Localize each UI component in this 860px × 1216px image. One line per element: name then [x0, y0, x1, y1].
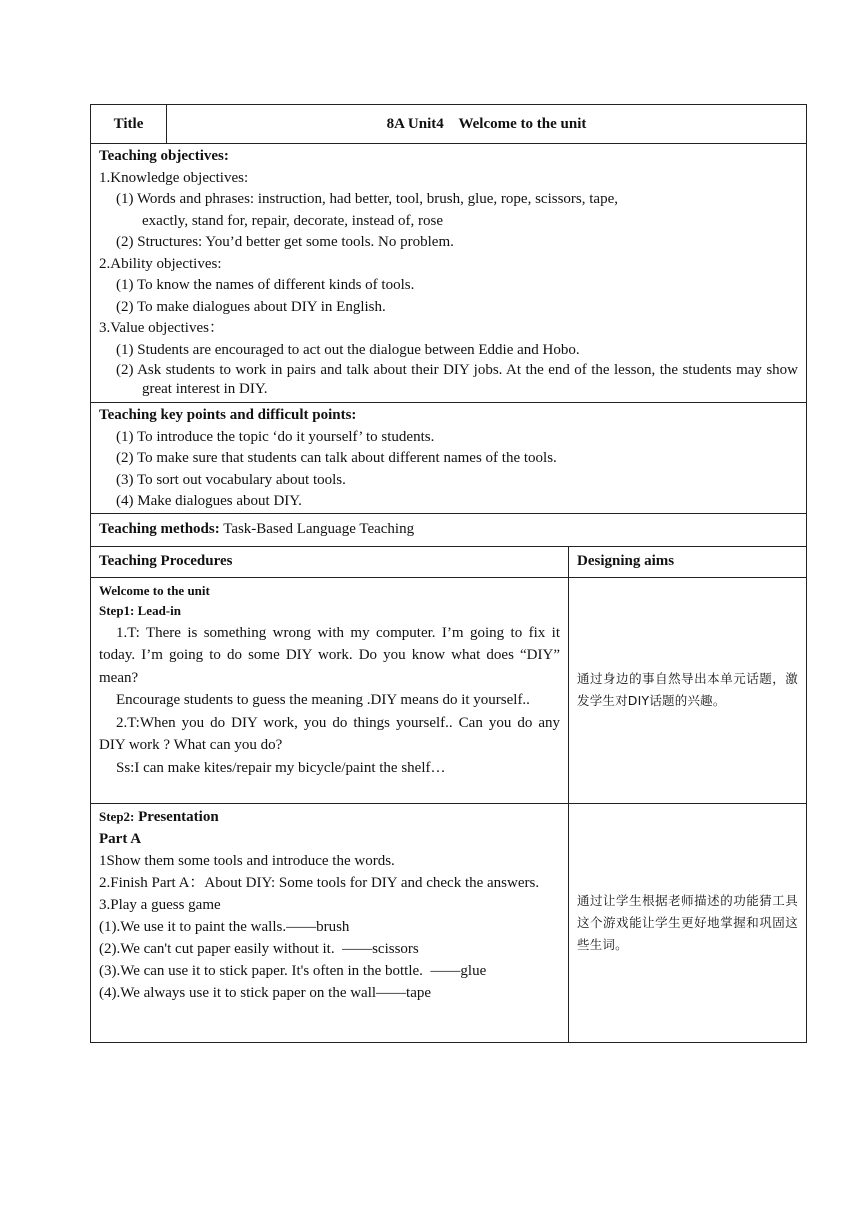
- lesson-plan: [90, 104, 806, 1043]
- value-item-1: (1) Students are encouraged to act out the dialogue between Eddie and Hobo.: [116, 341, 580, 358]
- knowledge-item-2: (2) Structures: You’d better get some tools. No problem.: [116, 234, 454, 250]
- value-item-2: (2) Ask students to work in pairs and talk about their DIY jobs. At the end of the lesson, the students may show great interest in DIY.: [116, 362, 798, 397]
- step2-aim: 通过让学生根据老师描述的功能猜工具这个游戏能让学生更好地掌握和巩固这些生词。: [569, 803, 807, 1042]
- title-row: [91, 105, 807, 144]
- procedures-header: Teaching Procedures: [91, 546, 569, 577]
- lesson-plan-table: [90, 104, 807, 1043]
- step2-line-2: 2.Finish Part A：About DIY: Some tools for DIY and check the answers.: [99, 874, 540, 891]
- key-point-3: (3) To sort out vocabulary about tools.: [116, 471, 346, 488]
- methods-label: Teaching methods:: [99, 520, 220, 537]
- ability-item-1: (1) To know the names of different kinds of tools.: [116, 277, 415, 293]
- key-point-2: (2) To make sure that students can talk about different names of the tools.: [116, 450, 557, 466]
- lesson-title: 8A Unit4 Welcome to the unit: [167, 105, 807, 144]
- methods-value: Task-Based Language Teaching: [219, 520, 415, 537]
- step1-row: [91, 577, 807, 803]
- objectives-heading: Teaching objectives:: [99, 148, 229, 164]
- column-header-row: [91, 546, 807, 577]
- knowledge-item-1: (1) Words and phrases: instruction, had better, tool, brush, glue, rope, scissors, tape,: [116, 191, 618, 207]
- objectives-cell: [91, 144, 807, 403]
- step1-para-4: Ss:I can make kites/repair my bicycle/paint the shelf…: [116, 760, 446, 777]
- step1-heading: Step1: Lead-in: [99, 602, 181, 618]
- step1-cell: [91, 577, 569, 803]
- key-point-4: (4) Make dialogues about DIY.: [116, 493, 302, 509]
- methods-cell: [91, 513, 807, 546]
- step1-aim: 通过身边的事自然导出本单元话题，激发学生对DIY话题的兴趣。: [569, 577, 807, 803]
- knowledge-item-1-cont: exactly, stand for, repair, decorate, instead of, rose: [142, 212, 444, 229]
- key-points-cell: [91, 403, 807, 514]
- methods-row: [91, 513, 807, 546]
- key-points-heading: Teaching key points and difficult points:: [99, 407, 357, 423]
- step2-heading-title: Presentation: [134, 808, 219, 825]
- objectives-row: [91, 144, 807, 403]
- step1-section: Welcome to the unit: [99, 582, 210, 598]
- step2-line-6: (3).We can use it to stick paper. It's often in the bottle. ——glue: [99, 962, 487, 979]
- step2-line-4: (1).We use it to paint the walls.——brush: [99, 918, 350, 935]
- step2-line-7: (4).We always use it to stick paper on the wall——tape: [99, 984, 432, 1001]
- step1-para-3: 2.T:When you do DIY work, you do things yourself.. Can you do any DIY work ? What can you do?: [99, 714, 560, 754]
- step2-line-1: 1Show them some tools and introduce the words.: [99, 852, 395, 869]
- key-point-1: (1) To introduce the topic ‘do it yourself’ to students.: [116, 428, 435, 445]
- ability-item-2: (2) To make dialogues about DIY in English.: [116, 298, 386, 315]
- step1-para-1: 1.T: There is something wrong with my computer. I’m going to fix it today. I’m going to do some DIY work. Do you know what does “DIY” mean?: [99, 624, 560, 686]
- step1-para-2: Encourage students to guess the meaning .DIY means do it yourself..: [116, 692, 530, 709]
- value-heading: 3.Value objectives：: [99, 320, 224, 336]
- step2-part: Part A: [99, 830, 142, 847]
- step2-line-3: 3.Play a guess game: [99, 896, 221, 913]
- title-label: Title: [91, 105, 167, 144]
- ability-heading: 2.Ability objectives:: [99, 255, 222, 272]
- step2-heading: [99, 806, 560, 828]
- key-points-row: [91, 403, 807, 514]
- step2-cell: [91, 803, 569, 1042]
- step2-heading-prefix: Step2:: [99, 808, 135, 824]
- aims-header: Designing aims: [569, 546, 807, 577]
- step2-line-5: (2).We can't cut paper easily without it. ——scissors: [99, 940, 419, 957]
- step2-row: [91, 803, 807, 1042]
- knowledge-heading: 1.Knowledge objectives:: [99, 169, 249, 186]
